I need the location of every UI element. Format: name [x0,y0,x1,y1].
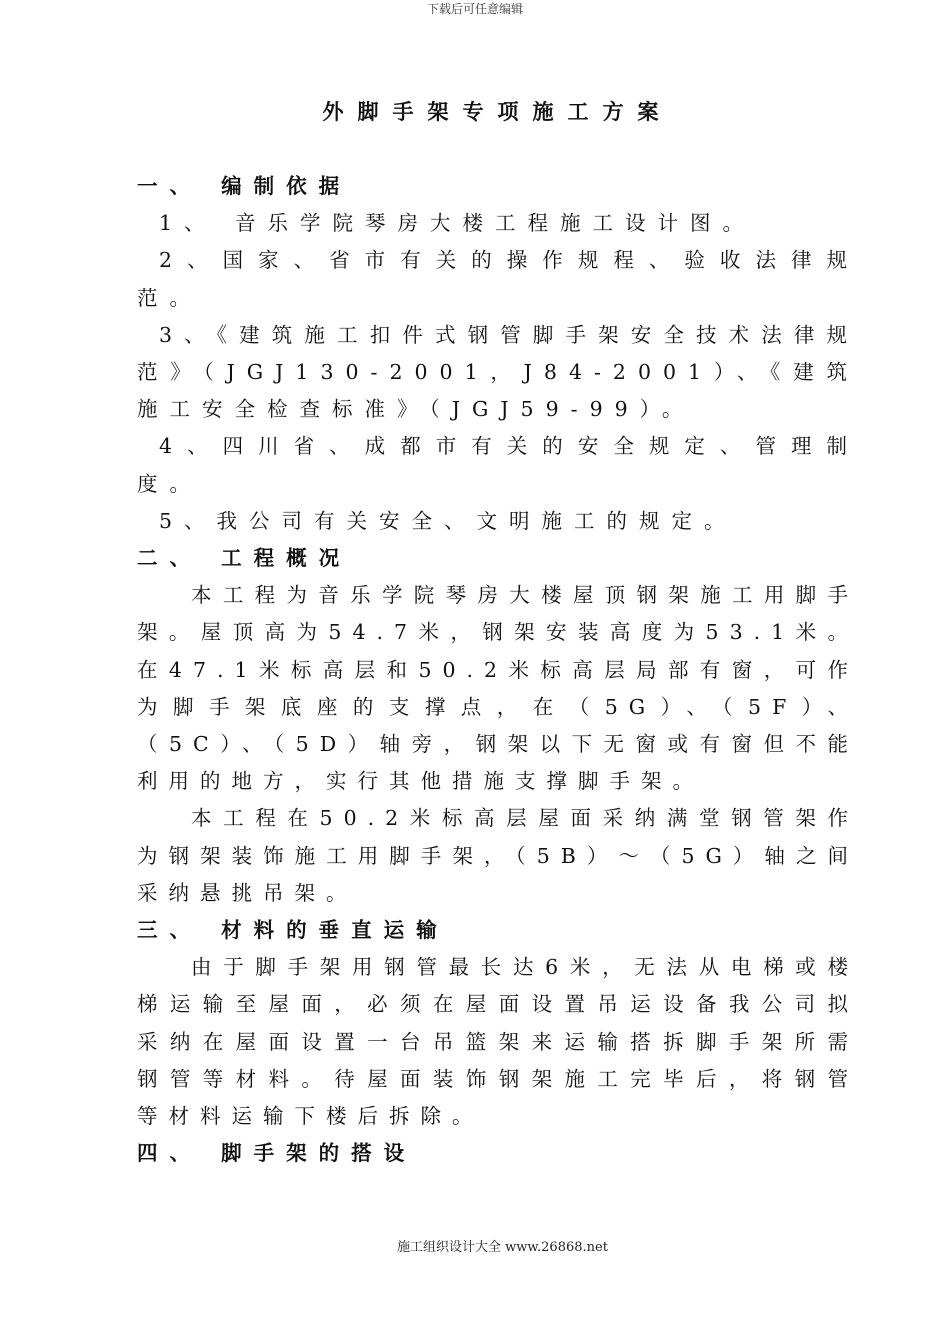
section-heading: 二、 工程概况 [137,546,352,571]
section-heading: 三、 材料的垂直运输 [137,918,449,943]
list-item: 2、国家、省市有关的操作规程、验收法律规范。 [137,248,859,310]
document-title: 外脚手架专项施工方案 [322,99,673,124]
list-item: 1、 音乐学院琴房大楼工程施工设计图。 [159,211,756,236]
document-body [137,168,859,1172]
header-note: 下载后可任意编辑 [426,2,523,16]
list-item: 4、四川省、成都市有关的安全规定、管理制度。 [137,434,859,496]
paragraph: 本工程为音乐学院琴房大楼屋顶钢架施工用脚手架。屋顶高为54.7米，钢架安装高度为53.1米。在47.1米标高层和50.2米标高层局部有窗，可作为脚手架底座的支撑点，在（5G）、（5F）、（5C）、（5D）轴旁，钢架以下无窗或有窗但不能利用的地方，实行其他措施支撑脚手架。 [137,583,859,794]
footer-note: 施工组织设计大全 www.26868.net [397,1240,608,1255]
list-item: 5、我公司有关安全、文明施工的规定。 [159,508,737,533]
paragraph: 由于脚手架用钢管最长达6米，无法从电梯或楼梯运输至屋面，必须在屋面设置吊运设备我公司拟采纳在屋面设置一台吊篮架来运输搭拆脚手架所需钢管等材料。待屋面装饰钢架施工完毕后，将钢管等材料运输下楼后拆除。 [137,955,859,1129]
paragraph: 本工程在50.2米标高层屋面采纳满堂钢管架作为钢架装饰施工用脚手架，（5B）～（5G）轴之间采纳悬挑吊架。 [137,806,859,905]
list-item: 3、《建筑施工扣件式钢管脚手架安全技术法律规范》（JGJ130-2001，J84-2001）、《建筑施工安全检查标准》（JGJ59-99）。 [137,322,859,422]
section-heading: 四、 脚手架的搭设 [137,1141,417,1166]
section-heading: 一、 编制依据 [137,174,352,198]
